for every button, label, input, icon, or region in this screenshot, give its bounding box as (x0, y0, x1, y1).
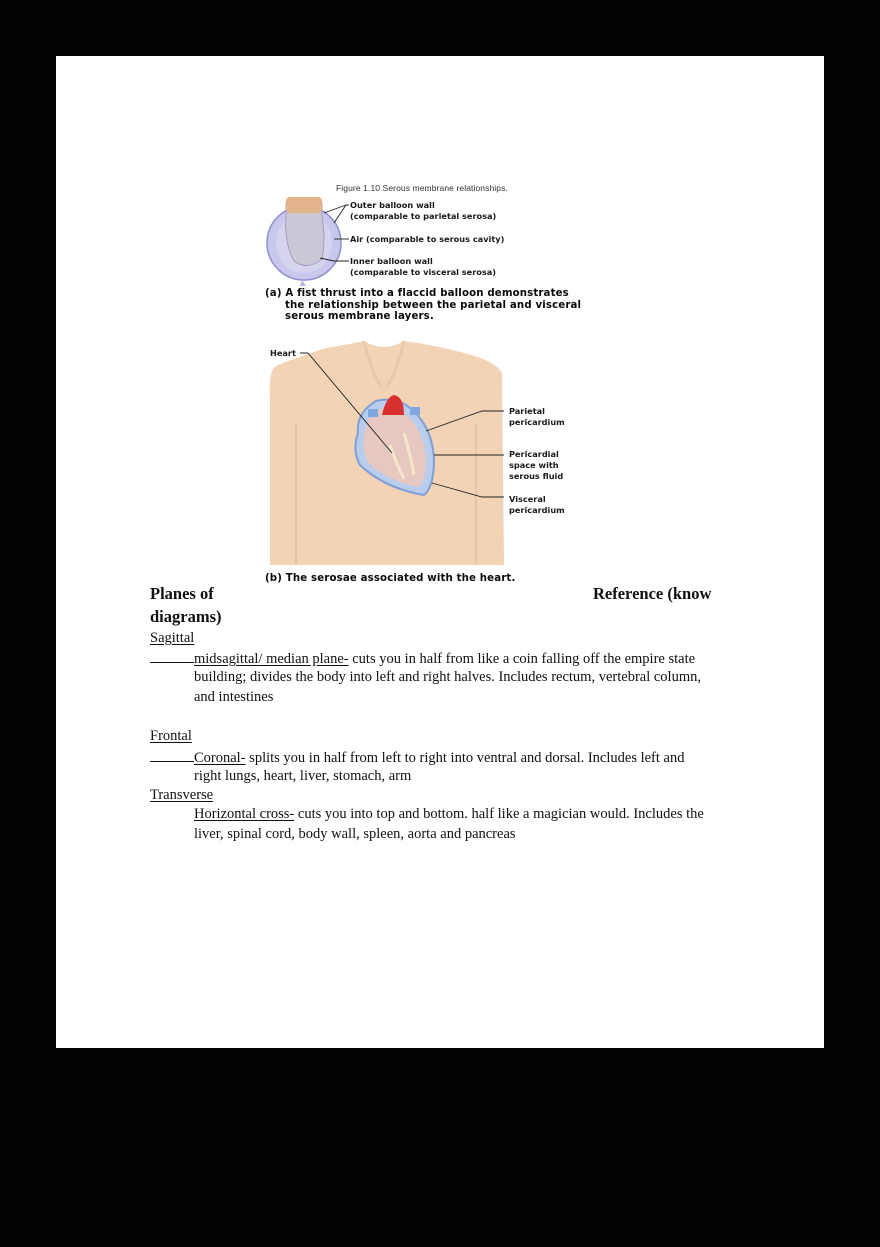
section-title-sagittal: Sagittal (150, 630, 195, 646)
label-visceral-pericardium: Visceral pericardium (509, 494, 565, 515)
label-air: Air (comparable to serous cavity) (350, 234, 505, 244)
label-heart: Heart (270, 348, 296, 358)
heading-diagrams: diagrams) (150, 607, 222, 626)
frontal-line-1: Coronal- splits you in half from left to right into ventral and dorsal. Includes left and (150, 748, 684, 767)
heading-planes-of: Planes of (150, 584, 214, 603)
label-outer-balloon-wall: Outer balloon wall (comparable to parietal serosa) (350, 200, 497, 221)
label-pericardial-space: Pericardial space with serous fluid (509, 449, 564, 481)
frontal-line-2: right lungs, heart, liver, stomach, arm (194, 768, 412, 784)
sagittal-line-1: midsagittal/ median plane- cuts you in half from like a coin falling off the empire state (150, 649, 695, 668)
transverse-line-2: liver, spinal cord, body wall, spleen, aorta and pancreas (194, 826, 516, 842)
term-coronal: Coronal- (194, 750, 246, 766)
indent-rule (150, 649, 194, 663)
caption-part-a: (a) A fist thrust into a flaccid balloon demonstrates the relationship between the parietal and visceral serous membrane layers. (265, 288, 582, 322)
heading-reference: Reference (know (593, 584, 712, 603)
serous-membrane-figure (264, 183, 594, 588)
transverse-line-1: Horizontal cross- cuts you into top and bottom. half like a magician would. Includes the (194, 806, 704, 822)
balloon-illustration (267, 197, 349, 286)
figure-title: Figure 1.10 Serous membrane relationships. (336, 183, 508, 193)
label-inner-balloon-wall: Inner balloon wall (comparable to visceral serosa) (350, 256, 497, 277)
section-title-transverse: Transverse (150, 787, 214, 803)
section-title-frontal: Frontal (150, 728, 192, 744)
torso-illustration (270, 341, 504, 565)
term-horizontal-cross: Horizontal cross- (194, 806, 295, 822)
term-midsagittal: midsagittal/ median plane- (194, 651, 349, 667)
sagittal-line-2: building; divides the body into left and right halves. Includes rectum, vertebral column, (194, 669, 701, 685)
caption-part-b: (b) The serosae associated with the heart. (265, 573, 516, 584)
sagittal-line-3: and intestines (194, 689, 274, 705)
label-parietal-pericardium: Parietal pericardium (509, 406, 565, 427)
indent-rule (150, 748, 194, 762)
